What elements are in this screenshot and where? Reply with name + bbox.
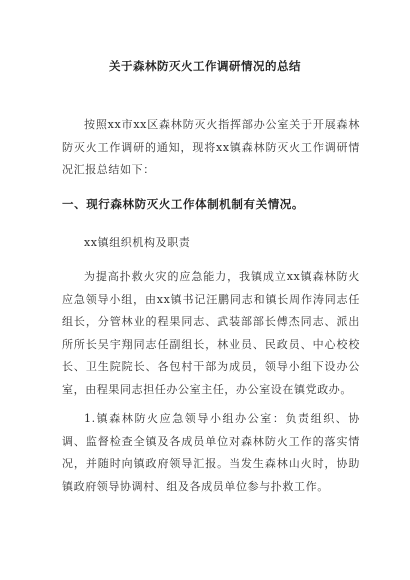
document-title: 关于森林防灭火工作调研情况的总结 (109, 59, 301, 73)
section-subheading: xx镇组织机构及职责 (84, 236, 191, 249)
section-heading: 一、现行森林防灭火工作体制机制有关情况。 (62, 197, 304, 211)
body-paragraph: 为提高扑救火灾的应急能力，我镇成立xx镇森林防火应急领导小组，由xx镇书记汪鹏同志和镇长周作涛同志任组长，分管林业的程果同志、武装部部长傅杰同志、派出所所长吴宇翔同志任副组长，林业员、民政员、中心校校长、卫生院院长、各包村干部为成员，领导小组下设办公室，由程果同志担任办公室主任，办公室设在镇党政办。 (62, 270, 360, 396)
intro-paragraph: 按照xx市xx区森林防灭火指挥部办公室关于开展森林防灭火工作调研的通知，现将xx镇森林防灭火工作调研情况汇报总结如下： (62, 118, 360, 176)
body-paragraph: 1.镇森林防火应急领导小组办公室：负责组织、协调、监督检查全镇及各成员单位对森林防火工作的落实情况，并随时向镇政府领导汇报。当发生森林山火时，协助镇政府领导协调村、组及各成员单位参与扑救工作。 (62, 412, 360, 493)
